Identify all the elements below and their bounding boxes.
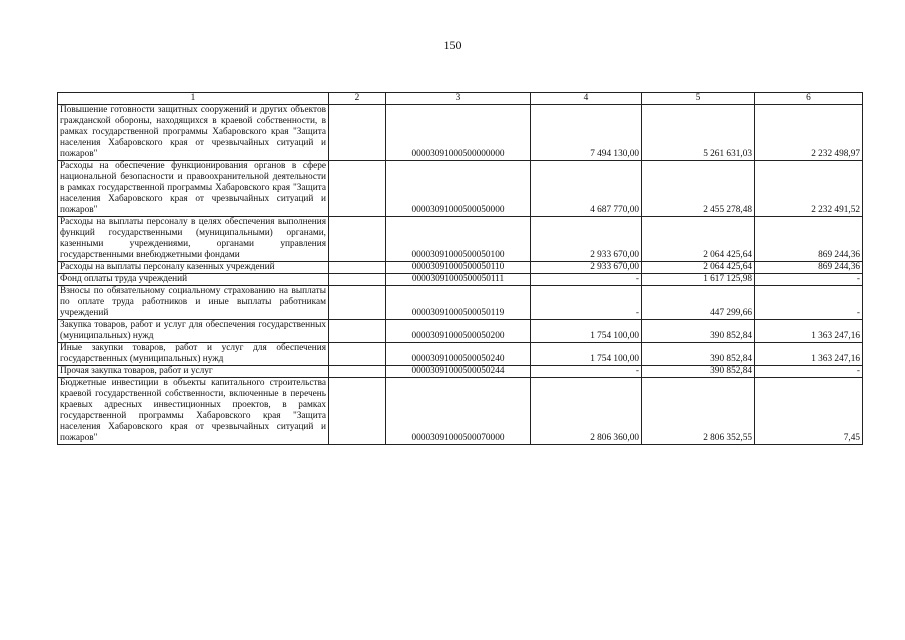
table-row xyxy=(58,262,863,274)
page-number: 150 xyxy=(443,38,462,52)
row-budget-code: 00003091000500050244 xyxy=(386,366,531,378)
table-row xyxy=(58,274,863,286)
column-header-1: 1 xyxy=(58,93,329,105)
row-value-col4: 2 933 670,00 xyxy=(531,217,642,262)
row-value-col5: 2 455 278,48 xyxy=(642,161,755,217)
row-budget-code: 00003091000500050110 xyxy=(386,262,531,274)
row-budget-code: 00003091000500050100 xyxy=(386,217,531,262)
table-row xyxy=(58,343,863,366)
row-value-col4: 2 806 360,00 xyxy=(531,378,642,445)
row-value-col4: - xyxy=(531,366,642,378)
row-description: Бюджетные инвестиции в объекты капитального строительства краевой государственной собственности, включенные в перечень краевых адресных инвестиционных проектов, в рамках государственной программы Хабаровского края "Защита населения Хабаровского края от чрезвычайных ситуаций и пожаров" xyxy=(58,378,329,445)
row-description: Расходы на выплаты персоналу в целях обеспечения выполнения функций государственными (муниципальными) органами, казенными учреждениями, органами управления государственными внебюджетными фондами xyxy=(58,217,329,262)
row-description: Фонд оплаты труда учреждений xyxy=(58,274,329,286)
row-value-col6: 2 232 498,97 xyxy=(755,105,863,161)
row-col2 xyxy=(329,274,386,286)
row-description: Повышение готовности защитных сооружений и других объектов гражданской обороны, находящихся в краевой собственности, в рамках государственной программы Хабаровского края "Защита населения Хабаровского края от чрезвычайных ситуаций и пожаров" xyxy=(58,105,329,161)
table-row xyxy=(58,320,863,343)
row-col2 xyxy=(329,286,386,320)
row-description: Расходы на выплаты персоналу казенных учреждений xyxy=(58,262,329,274)
row-col2 xyxy=(329,161,386,217)
row-col2 xyxy=(329,320,386,343)
row-value-col5: 2 064 425,64 xyxy=(642,217,755,262)
row-col2 xyxy=(329,262,386,274)
row-value-col6: 1 363 247,16 xyxy=(755,343,863,366)
row-col2 xyxy=(329,366,386,378)
row-description: Закупка товаров, работ и услуг для обеспечения государственных (муниципальных) нужд xyxy=(58,320,329,343)
row-value-col5: 1 617 125,98 xyxy=(642,274,755,286)
table-row xyxy=(58,105,863,161)
column-header-6: 6 xyxy=(755,93,863,105)
table-row xyxy=(58,217,863,262)
row-value-col6: 1 363 247,16 xyxy=(755,320,863,343)
row-value-col4: - xyxy=(531,286,642,320)
row-value-col5: 390 852,84 xyxy=(642,366,755,378)
row-description: Расходы на обеспечение функционирования органов в сфере национальной безопасности и правоохранительной деятельности в рамках государственной программы Хабаровского края "Защита населения Хабаровского края от чрезвычайных ситуаций и пожаров" xyxy=(58,161,329,217)
row-value-col6: 869 244,36 xyxy=(755,262,863,274)
row-value-col4: 2 933 670,00 xyxy=(531,262,642,274)
row-col2 xyxy=(329,217,386,262)
row-col2 xyxy=(329,378,386,445)
column-header-2: 2 xyxy=(329,93,386,105)
row-value-col4: - xyxy=(531,274,642,286)
row-value-col6: 869 244,36 xyxy=(755,217,863,262)
row-description: Прочая закупка товаров, работ и услуг xyxy=(58,366,329,378)
row-budget-code: 00003091000500050200 xyxy=(386,320,531,343)
row-value-col6: - xyxy=(755,274,863,286)
row-value-col6: 2 232 491,52 xyxy=(755,161,863,217)
row-value-col5: 390 852,84 xyxy=(642,320,755,343)
row-value-col6: - xyxy=(755,286,863,320)
row-value-col5: 447 299,66 xyxy=(642,286,755,320)
table-row xyxy=(58,161,863,217)
row-value-col6: - xyxy=(755,366,863,378)
row-value-col5: 2 064 425,64 xyxy=(642,262,755,274)
row-col2 xyxy=(329,343,386,366)
row-value-col6: 7,45 xyxy=(755,378,863,445)
row-description: Иные закупки товаров, работ и услуг для обеспечения государственных (муниципальных) нужд xyxy=(58,343,329,366)
budget-table xyxy=(57,92,863,445)
row-budget-code: 00003091000500000000 xyxy=(386,105,531,161)
row-budget-code: 00003091000500070000 xyxy=(386,378,531,445)
table-row xyxy=(58,366,863,378)
row-value-col4: 1 754 100,00 xyxy=(531,320,642,343)
column-header-4: 4 xyxy=(531,93,642,105)
row-value-col4: 7 494 130,00 xyxy=(531,105,642,161)
row-budget-code: 00003091000500050111 xyxy=(386,274,531,286)
row-description: Взносы по обязательному социальному страхованию на выплаты по оплате труда работников и иные выплаты работникам учреждений xyxy=(58,286,329,320)
column-header-5: 5 xyxy=(642,93,755,105)
table-header-row xyxy=(58,93,863,105)
row-budget-code: 00003091000500050000 xyxy=(386,161,531,217)
row-value-col4: 1 754 100,00 xyxy=(531,343,642,366)
row-value-col5: 390 852,84 xyxy=(642,343,755,366)
row-value-col5: 2 806 352,55 xyxy=(642,378,755,445)
table-body xyxy=(58,105,863,445)
row-value-col5: 5 261 631,03 xyxy=(642,105,755,161)
row-budget-code: 00003091000500050240 xyxy=(386,343,531,366)
row-col2 xyxy=(329,105,386,161)
row-budget-code: 00003091000500050119 xyxy=(386,286,531,320)
column-header-3: 3 xyxy=(386,93,531,105)
table-row xyxy=(58,378,863,445)
row-value-col4: 4 687 770,00 xyxy=(531,161,642,217)
table-row xyxy=(58,286,863,320)
